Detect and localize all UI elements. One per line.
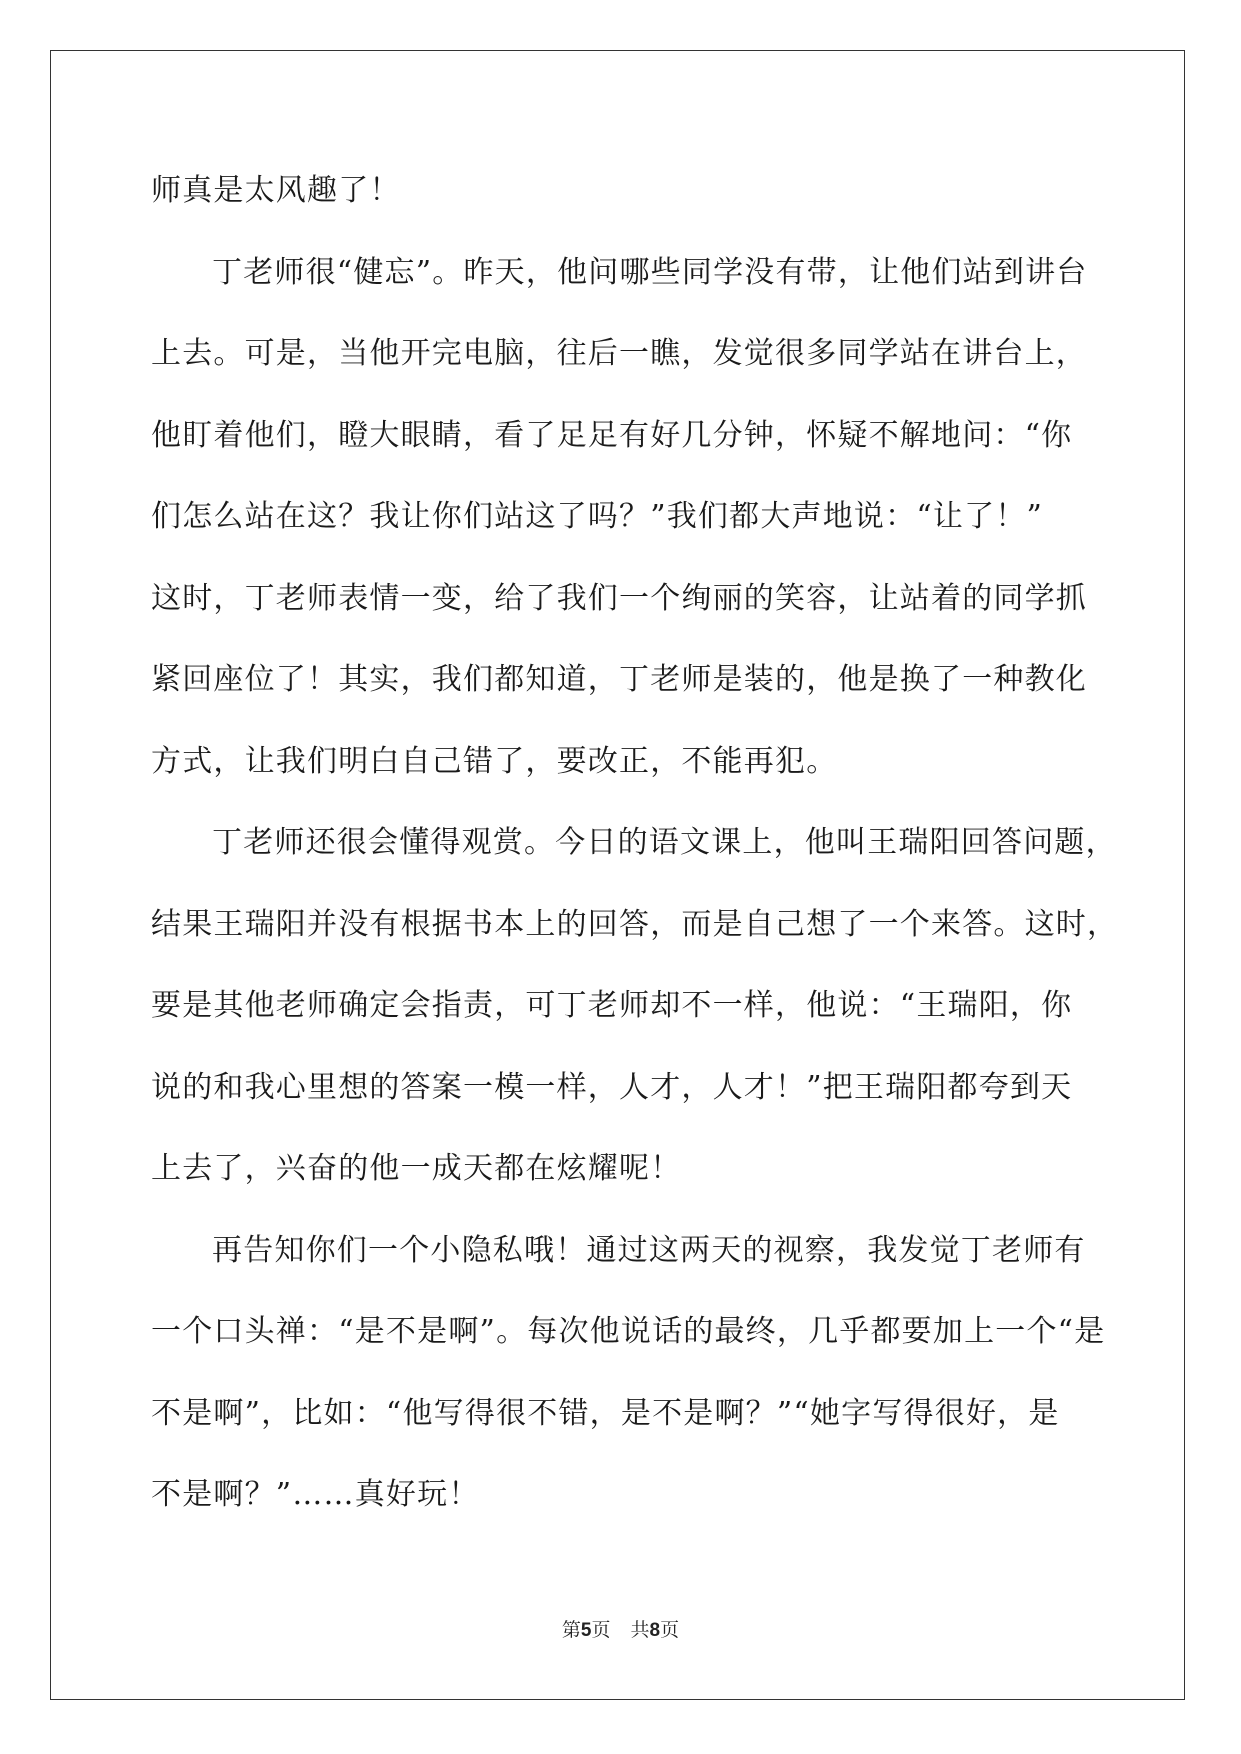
document-body [151,150,1119,1536]
text-line: 说的和我心里想的答案一模一样，人才，人才！”把王瑞阳都夸到天 [151,1069,1073,1105]
page-current-number: 5 [580,1620,592,1641]
text-line: 结果王瑞阳并没有根据书本上的回答，而是自己想了一个来答。这时， [151,906,1119,942]
text-line: 不是啊？”……真好玩！ [151,1477,480,1512]
page-prefix: 第 [561,1619,581,1641]
text-line: 师真是太风趣了！ [151,173,401,208]
text-line: 他盯着他们，瞪大眼睛，看了足足有好几分钟，怀疑不解地问：“你 [151,417,1073,453]
text-line: 方式，让我们明白自己错了，要改正，不能再犯。 [151,743,838,779]
text-line: 要是其他老师确定会指责，可丁老师却不一样，他说：“王瑞阳，你 [151,988,1073,1023]
text-line: 不是啊”，比如：“他写得很不错，是不是啊？”“她字写得很好，是 [151,1395,1060,1431]
paragraph-start-line: 再告知你们一个小隐私哦！通过这两天的视察，我发觉丁老师有 [212,1232,1086,1268]
text-line: 们怎么站在这？我让你们站这了吗？”我们都大声地说：“让了！” [151,499,1044,534]
text-line: 紧回座位了！其实，我们都知道，丁老师是装的，他是换了一种教化 [151,662,1087,697]
text-line: 一个口头禅：“是不是啊”。每次他说话的最终，几乎都要加上一个“是 [151,1314,1106,1349]
paragraph-start-line: 丁老师还很会懂得观赏。今日的语文课上，他叫王瑞阳回答问题， [212,825,1117,860]
page-unit: 页 [591,1619,611,1641]
page-footer [0,1615,1241,1642]
text-line: 这时，丁老师表情一变，给了我们一个绚丽的笑容，让站着的同学抓 [151,580,1087,616]
total-prefix: 共 [630,1619,650,1641]
total-unit: 页 [660,1619,680,1641]
paragraph-start-line: 丁老师很“健忘”。昨天，他问哪些同学没有带，让他们站到讲台 [212,254,1088,290]
text-line: 上去了，兴奋的他一成天都在炫耀呢！ [151,1151,682,1186]
page-total-number: 8 [649,1620,661,1641]
text-line: 上去。可是，当他开完电脑，往后一瞧，发觉很多同学站在讲台上， [151,336,1087,371]
